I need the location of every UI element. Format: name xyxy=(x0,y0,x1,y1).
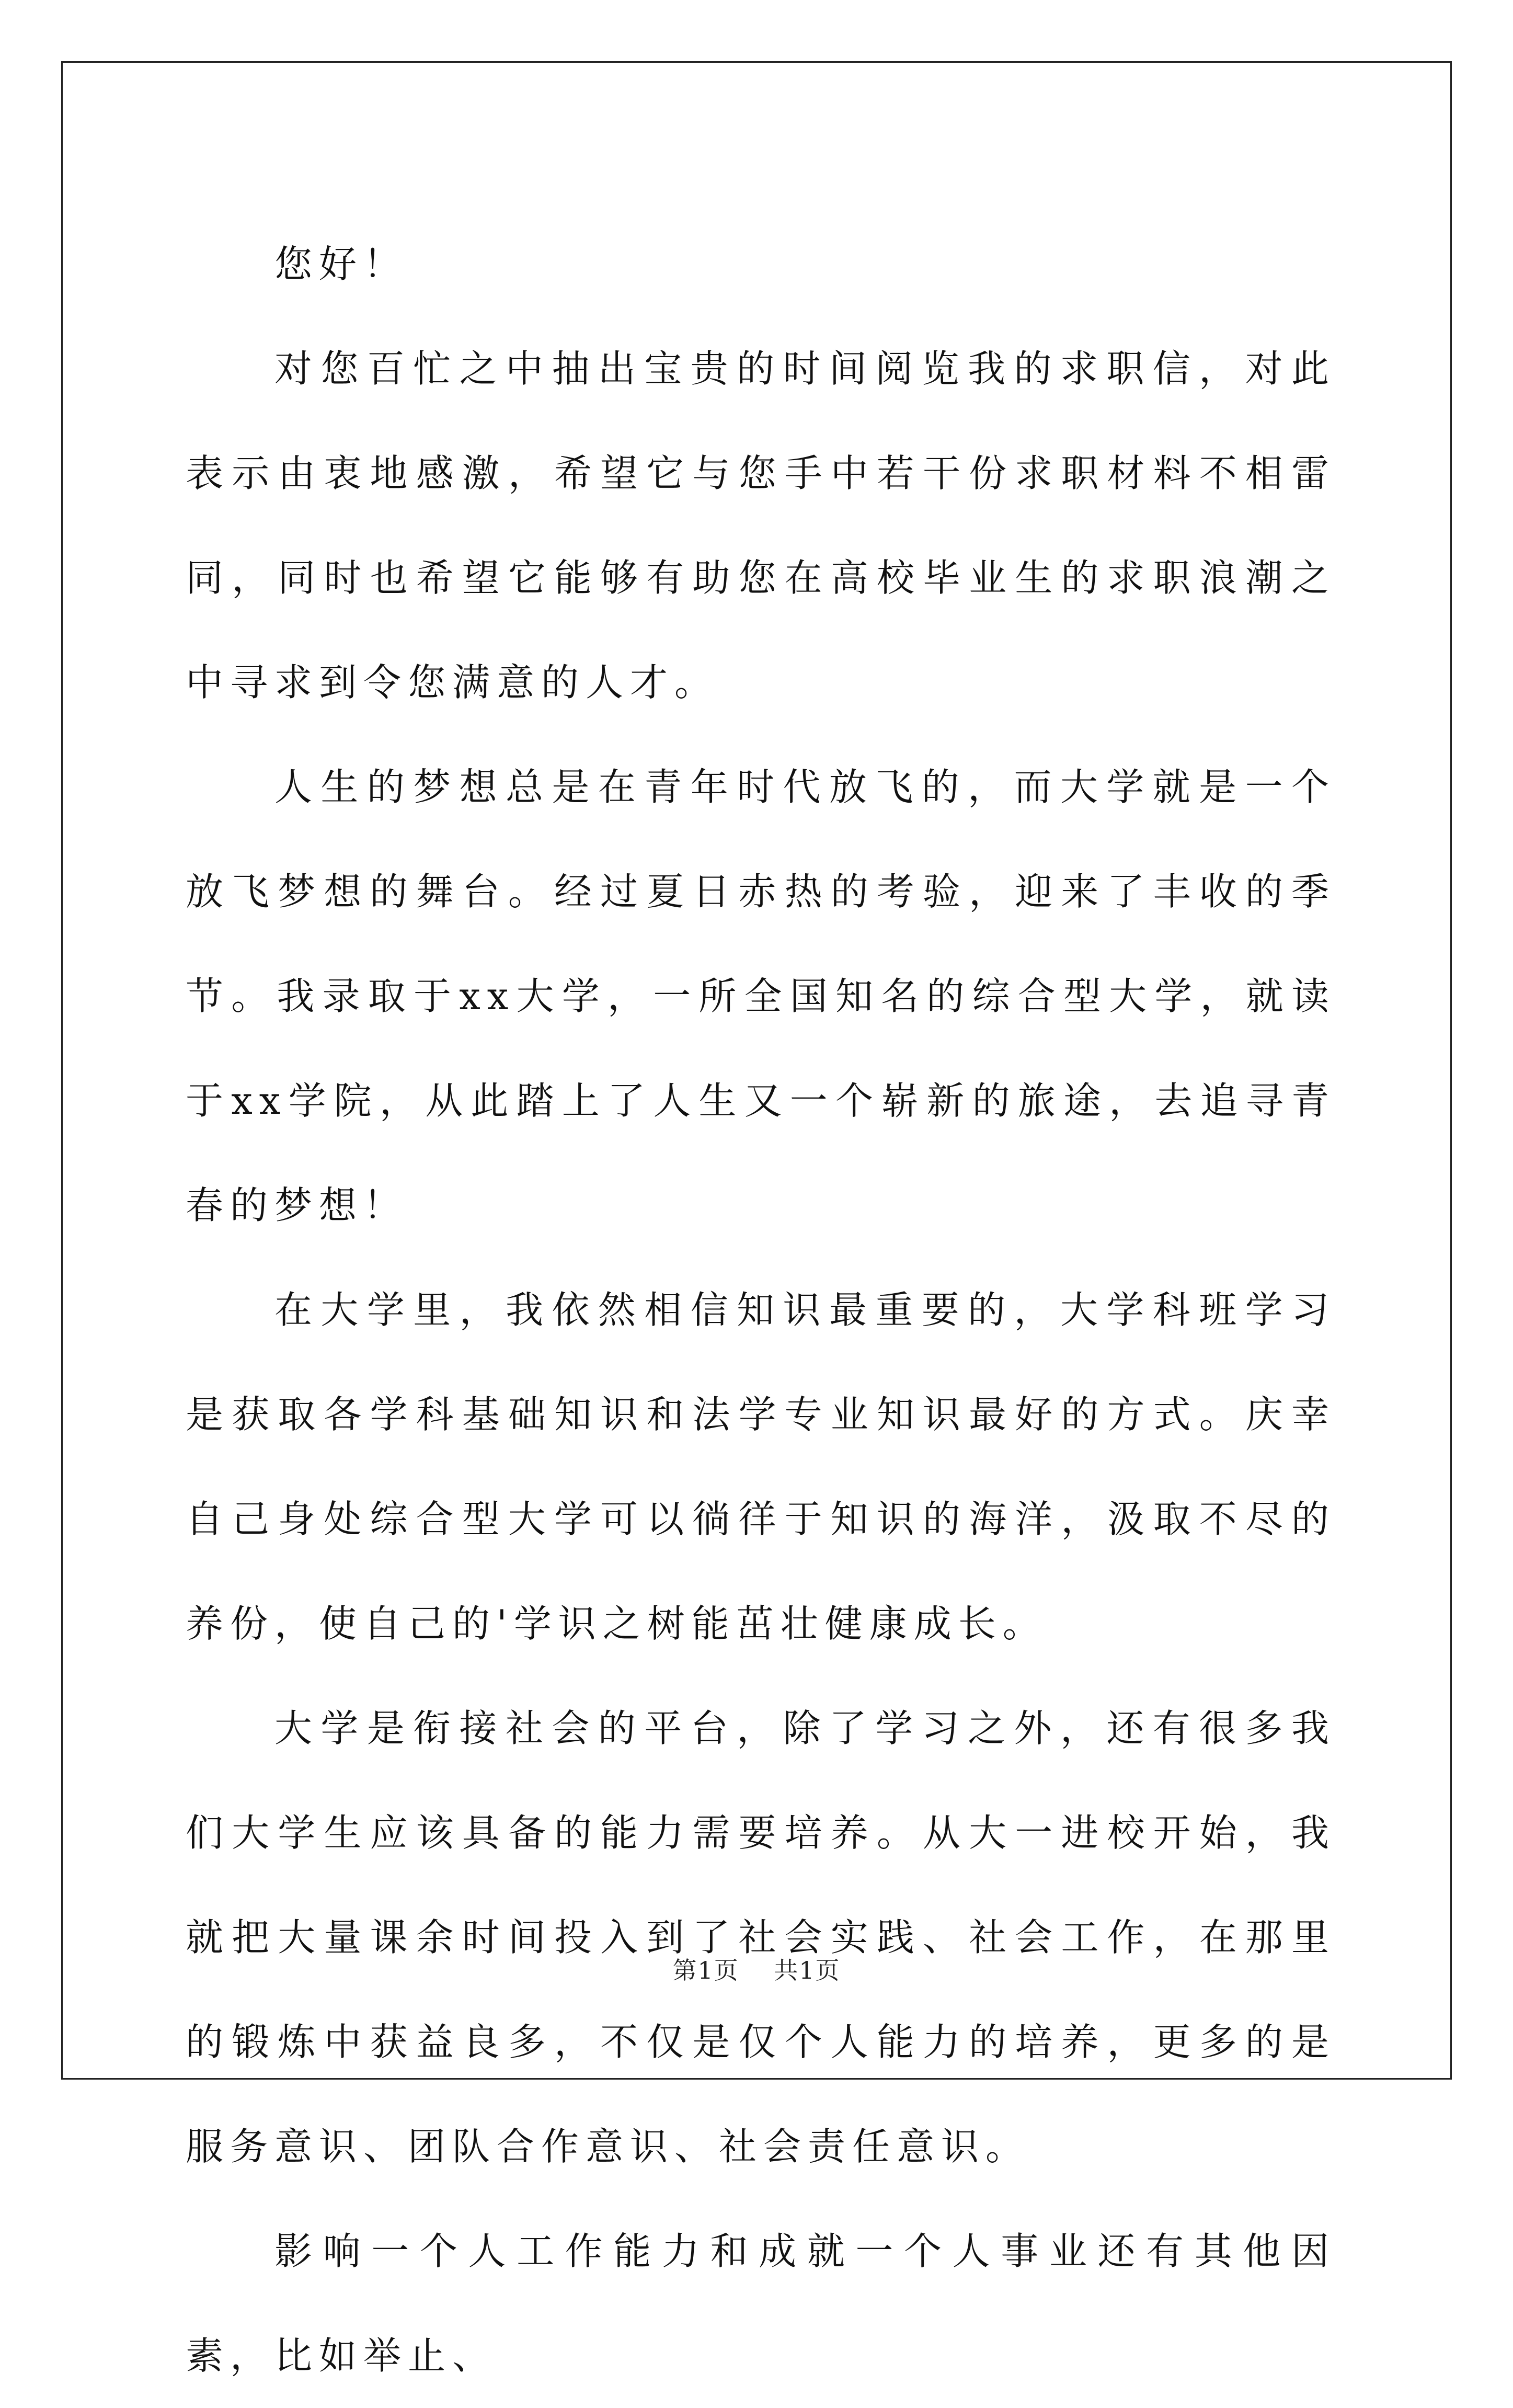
paragraph-thanks: 对您百忙之中抽出宝贵的时间阅览我的求职信，对此表示由衷地感激，希望它与您手中若干份求职材料不相雷同，同时也希望它能够有助您在高校毕业生的求职浪潮之中寻求到令您满意的人才。 xyxy=(186,347,1336,704)
paragraph-dream: 人生的梦想总是在青年时代放飞的，而大学就是一个放飞梦想的舞台。经过夏日赤热的考验，迎来了丰收的季节。我录取于xx大学，一所全国知名的综合型大学，就读于xx学院，从此踏上了人生又一个崭新的旅途，去追寻青春的梦想！ xyxy=(186,765,1336,1227)
greeting-paragraph: 您好！ xyxy=(274,242,408,286)
paragraph-factors: 影响一个人工作能力和成就一个人事业还有其他因素，比如举止、 xyxy=(186,2229,1336,2378)
page-number: 第1页 xyxy=(672,1956,739,1984)
letter-body xyxy=(186,212,1336,2408)
page-footer xyxy=(0,1955,1513,1986)
page-total: 共1页 xyxy=(774,1956,841,1984)
paragraph-study: 在大学里，我依然相信知识最重要的，大学科班学习是获取各学科基础知识和法学专业知识最好的方式。庆幸自己身处综合型大学可以徜徉于知识的海洋，汲取不尽的养份，使自己的'学识之树能茁壮健康成长。 xyxy=(186,1288,1336,1646)
paragraph-practice: 大学是衔接社会的平台，除了学习之外，还有很多我们大学生应该具备的能力需要培养。从大一进校开始，我就把大量课余时间投入到了社会实践、社会工作，在那里的锻炼中获益良多，不仅是仅个人能力的培养，更多的是服务意识、团队合作意识、社会责任意识。 xyxy=(186,1706,1336,2169)
